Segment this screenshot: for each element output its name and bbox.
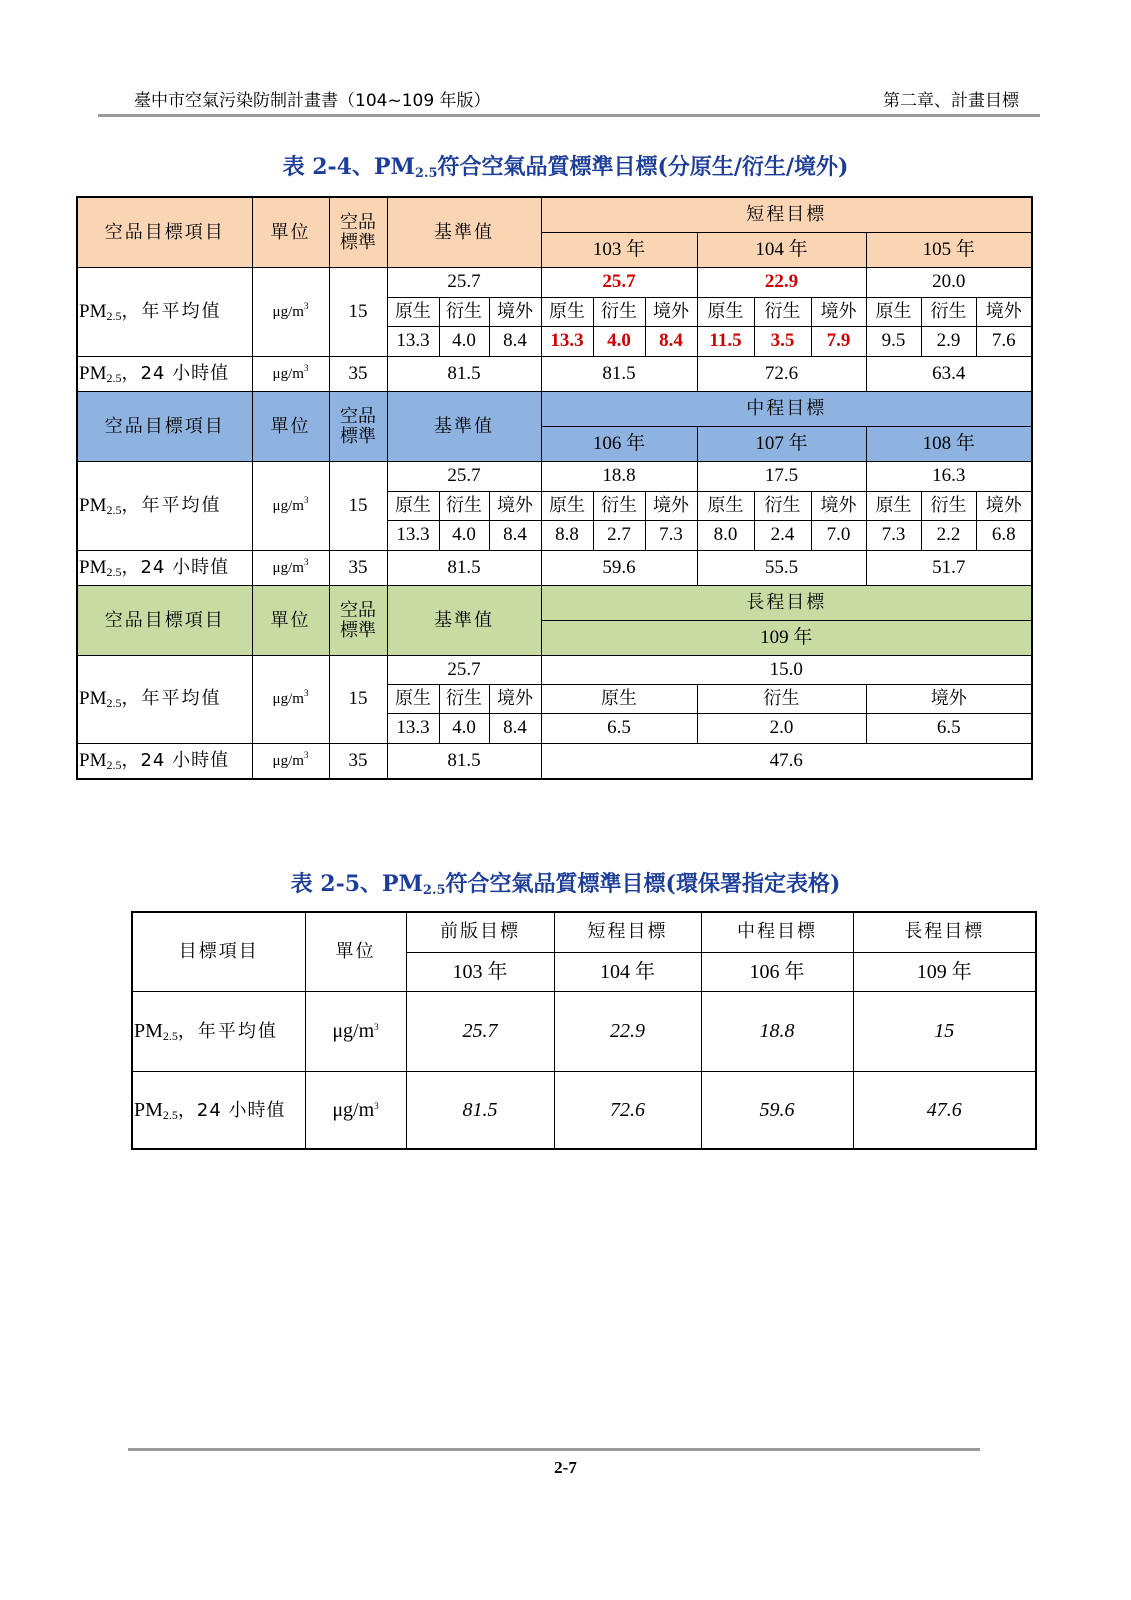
base-annual: 25.7 xyxy=(387,462,541,492)
unit-text: μg/m xyxy=(272,303,304,320)
unit-exp: 3 xyxy=(303,556,309,567)
unit-text: μg/m xyxy=(332,1020,375,1042)
pm-sub: 2.5 xyxy=(106,308,122,323)
std-24h: 35 xyxy=(329,357,387,392)
base-annual: 25.7 xyxy=(387,268,541,298)
t1-h-unit: 單位 xyxy=(252,197,329,268)
t1-h-std-1: 空品 xyxy=(340,211,376,233)
mid-24h: 51.7 xyxy=(866,551,1032,586)
pm-label: PM xyxy=(79,688,107,710)
mid-annual: 16.3 xyxy=(866,462,1032,492)
t1-h-std xyxy=(329,392,387,462)
unit-exp: 3 xyxy=(303,688,309,699)
split-value: 8.0 xyxy=(697,521,754,551)
t2-header-row-1 xyxy=(132,912,1036,952)
row-annual-text: ，年平均值 xyxy=(121,494,222,516)
t1-mid-24h-row xyxy=(77,551,1032,586)
t2-annual-value: 22.9 xyxy=(554,991,701,1071)
row-label-24h xyxy=(77,551,252,586)
split-value: 13.3 xyxy=(541,327,593,357)
pm-label: PM xyxy=(79,494,107,516)
long-annual: 15.0 xyxy=(541,656,1032,685)
t2-year: 109 年 xyxy=(853,952,1036,991)
t2-h-col: 中程目標 xyxy=(701,912,853,952)
unit-text: μg/m xyxy=(272,752,304,769)
col-derived: 衍生 xyxy=(593,492,645,521)
unit-text: μg/m xyxy=(272,365,304,382)
pm-sub: 2.5 xyxy=(106,696,122,711)
t2-h-col: 前版目標 xyxy=(406,912,554,952)
unit-exp: 3 xyxy=(303,300,309,311)
col-foreign: 境外 xyxy=(645,492,697,521)
base-annual: 25.7 xyxy=(387,656,541,685)
table1-caption-sub: 2.5 xyxy=(414,166,438,181)
base-native: 13.3 xyxy=(387,714,439,744)
t1-mid-year: 108 年 xyxy=(866,427,1032,462)
std-annual: 15 xyxy=(329,268,387,357)
t1-mid-annual-row xyxy=(77,462,1032,492)
pm-label: PM xyxy=(79,556,107,578)
t2-h-unit: 單位 xyxy=(305,912,406,991)
split-value: 2.0 xyxy=(697,714,866,744)
mid-annual: 18.8 xyxy=(541,462,697,492)
pm-sub: 2.5 xyxy=(106,757,122,772)
split-value: 3.5 xyxy=(754,327,811,357)
pm-sub: 2.5 xyxy=(106,370,122,385)
split-value: 8.8 xyxy=(541,521,593,551)
table1-caption-pre: 表 2-4、PM xyxy=(282,154,415,180)
long-24h: 47.6 xyxy=(541,744,1032,780)
t2-year: 106 年 xyxy=(701,952,853,991)
mid-24h: 55.5 xyxy=(697,551,866,586)
t2-annual-row xyxy=(132,991,1036,1071)
col-derived: 衍生 xyxy=(754,492,811,521)
pm-sub: 2.5 xyxy=(162,1029,178,1043)
unit-exp: 3 xyxy=(374,1022,379,1032)
unit-cell xyxy=(305,1071,406,1149)
row-label-annual xyxy=(77,268,252,357)
base-native: 13.3 xyxy=(387,521,439,551)
table1-caption-post: 符合空氣品質標準目標(分原生/衍生/境外) xyxy=(437,154,849,180)
row-label-24h xyxy=(77,744,252,780)
t1-long-header-row xyxy=(77,586,1032,621)
row-24h-text: ，24 小時值 xyxy=(121,362,230,384)
short-24h: 63.4 xyxy=(866,357,1032,392)
t1-short-year: 103 年 xyxy=(541,233,697,268)
row-label-annual xyxy=(77,462,252,551)
unit-exp: 3 xyxy=(303,362,309,373)
col-native: 原生 xyxy=(866,298,921,327)
t2-h-col: 長程目標 xyxy=(853,912,1036,952)
col-derived: 衍生 xyxy=(439,298,489,327)
t1-short-24h-row xyxy=(77,357,1032,392)
t1-long-annual-row xyxy=(77,656,1032,685)
t1-h-item: 空品目標項目 xyxy=(77,392,252,462)
base-foreign: 8.4 xyxy=(489,714,541,744)
t1-short-annual-row xyxy=(77,268,1032,298)
col-foreign: 境外 xyxy=(489,298,541,327)
row-label-24h xyxy=(77,357,252,392)
unit-cell xyxy=(252,551,329,586)
unit-text: μg/m xyxy=(272,497,304,514)
col-foreign: 境外 xyxy=(811,298,866,327)
pm-sub: 2.5 xyxy=(162,1107,178,1122)
split-value: 7.0 xyxy=(811,521,866,551)
t1-h-item: 空品目標項目 xyxy=(77,586,252,656)
split-value: 7.3 xyxy=(866,521,921,551)
table-2-5 xyxy=(131,911,1037,1150)
split-value: 7.9 xyxy=(811,327,866,357)
t1-long-24h-row xyxy=(77,744,1032,780)
row-annual-text: ，年平均值 xyxy=(121,300,222,322)
t1-h-std-1: 空品 xyxy=(340,405,376,427)
t1-h-base: 基準值 xyxy=(387,197,541,268)
short-24h: 81.5 xyxy=(541,357,697,392)
split-value: 2.9 xyxy=(921,327,976,357)
t1-mid-label: 中程目標 xyxy=(541,392,1032,427)
col-native: 原生 xyxy=(387,298,439,327)
base-derived: 4.0 xyxy=(439,714,489,744)
row-24h-text: ，24 小時值 xyxy=(121,749,230,771)
col-derived: 衍生 xyxy=(697,685,866,714)
t1-mid-year: 106 年 xyxy=(541,427,697,462)
col-derived: 衍生 xyxy=(439,492,489,521)
unit-cell xyxy=(252,656,329,744)
short-annual-103: 25.7 xyxy=(541,268,697,298)
split-value: 7.3 xyxy=(645,521,697,551)
row-annual-text: ，年平均值 xyxy=(121,688,222,710)
t2-24h-row xyxy=(132,1071,1036,1149)
header-title: 臺中市空氣污染防制計畫書（104~109 年版） xyxy=(134,91,491,111)
unit-exp: 3 xyxy=(374,1100,379,1111)
t1-h-std xyxy=(329,586,387,656)
t1-short-label: 短程目標 xyxy=(541,197,1032,233)
t1-mid-year: 107 年 xyxy=(697,427,866,462)
t1-h-unit: 單位 xyxy=(252,586,329,656)
std-annual: 15 xyxy=(329,656,387,744)
t1-short-header-row xyxy=(77,197,1032,233)
page-number: 2-7 xyxy=(554,1458,577,1477)
col-native: 原生 xyxy=(697,298,754,327)
base-24h: 81.5 xyxy=(387,357,541,392)
std-24h: 35 xyxy=(329,744,387,780)
split-value: 7.6 xyxy=(976,327,1032,357)
t2-24h-value: 59.6 xyxy=(701,1071,853,1149)
row-label-24h xyxy=(132,1071,305,1149)
short-annual-105: 20.0 xyxy=(866,268,1032,298)
col-native: 原生 xyxy=(541,492,593,521)
t1-h-std-2: 標準 xyxy=(340,231,376,253)
col-foreign: 境外 xyxy=(866,685,1032,714)
col-native: 原生 xyxy=(866,492,921,521)
pm-sub: 2.5 xyxy=(106,502,122,517)
base-24h: 81.5 xyxy=(387,551,541,586)
footer-divider xyxy=(128,1448,980,1451)
base-foreign: 8.4 xyxy=(489,521,541,551)
base-24h: 81.5 xyxy=(387,744,541,780)
unit-cell xyxy=(305,991,406,1071)
table2-caption-post: 符合空氣品質標準目標(環保署指定表格) xyxy=(445,871,841,897)
col-foreign: 境外 xyxy=(489,492,541,521)
col-native: 原生 xyxy=(387,492,439,521)
row-label-annual xyxy=(77,656,252,744)
pm-sub: 2.5 xyxy=(106,564,122,579)
t2-year: 104 年 xyxy=(554,952,701,991)
unit-exp: 3 xyxy=(303,749,309,760)
mid-annual: 17.5 xyxy=(697,462,866,492)
t2-24h-value: 47.6 xyxy=(853,1071,1036,1149)
pm-label: PM xyxy=(79,362,107,384)
unit-cell xyxy=(252,268,329,357)
col-derived: 衍生 xyxy=(754,298,811,327)
t2-24h-value: 72.6 xyxy=(554,1071,701,1149)
pm-label: PM xyxy=(134,1020,163,1042)
unit-text: μg/m xyxy=(272,559,304,576)
split-value: 2.7 xyxy=(593,521,645,551)
t1-long-label: 長程目標 xyxy=(541,586,1032,621)
t1-h-base: 基準值 xyxy=(387,586,541,656)
col-foreign: 境外 xyxy=(811,492,866,521)
std-annual: 15 xyxy=(329,462,387,551)
base-derived: 4.0 xyxy=(439,521,489,551)
col-derived: 衍生 xyxy=(593,298,645,327)
t2-h-item: 目標項目 xyxy=(132,912,305,991)
t2-h-col: 短程目標 xyxy=(554,912,701,952)
split-value: 6.5 xyxy=(541,714,697,744)
pm-label: PM xyxy=(79,749,107,771)
t2-annual-value: 15 xyxy=(853,991,1036,1071)
t1-h-std-2: 標準 xyxy=(340,619,376,641)
col-foreign: 境外 xyxy=(976,492,1032,521)
t2-24h-value: 81.5 xyxy=(406,1071,554,1149)
table2-caption-pre: 表 2-5、PM xyxy=(290,871,423,897)
split-value: 8.4 xyxy=(645,327,697,357)
row-24h-text: ，24 小時值 xyxy=(121,556,230,578)
row-24h-text: ，24 小時值 xyxy=(177,1099,286,1121)
short-24h: 72.6 xyxy=(697,357,866,392)
mid-24h: 59.6 xyxy=(541,551,697,586)
split-value: 6.5 xyxy=(866,714,1032,744)
t1-short-year: 104 年 xyxy=(697,233,866,268)
t1-h-std-1: 空品 xyxy=(340,599,376,621)
col-native: 原生 xyxy=(697,492,754,521)
t1-h-unit: 單位 xyxy=(252,392,329,462)
col-native: 原生 xyxy=(387,685,439,714)
t2-annual-value: 25.7 xyxy=(406,991,554,1071)
t1-h-std-2: 標準 xyxy=(340,425,376,447)
t1-mid-header-row xyxy=(77,392,1032,427)
table2-caption-sub: 2.5 xyxy=(422,883,446,898)
table2-caption xyxy=(0,867,1131,898)
base-derived: 4.0 xyxy=(439,327,489,357)
table-2-4 xyxy=(76,196,1033,780)
unit-text: μg/m xyxy=(272,691,304,708)
header-chapter: 第二章、計畫目標 xyxy=(883,91,1019,111)
table1-caption xyxy=(0,150,1131,181)
t1-h-base: 基準值 xyxy=(387,392,541,462)
t1-long-year: 109 年 xyxy=(541,621,1032,656)
col-derived: 衍生 xyxy=(921,298,976,327)
t2-year: 103 年 xyxy=(406,952,554,991)
split-value: 2.4 xyxy=(754,521,811,551)
unit-exp: 3 xyxy=(303,494,309,505)
split-value: 2.2 xyxy=(921,521,976,551)
split-value: 9.5 xyxy=(866,327,921,357)
split-value: 6.8 xyxy=(976,521,1032,551)
unit-text: μg/m xyxy=(332,1098,375,1121)
row-annual-text: ，年平均值 xyxy=(177,1021,278,1042)
t1-h-item: 空品目標項目 xyxy=(77,197,252,268)
col-derived: 衍生 xyxy=(439,685,489,714)
pm-label: PM xyxy=(79,300,107,322)
header-divider xyxy=(98,114,1040,117)
t2-annual-value: 18.8 xyxy=(701,991,853,1071)
col-foreign: 境外 xyxy=(976,298,1032,327)
unit-cell xyxy=(252,744,329,780)
base-foreign: 8.4 xyxy=(489,327,541,357)
col-foreign: 境外 xyxy=(645,298,697,327)
short-annual-104: 22.9 xyxy=(697,268,866,298)
col-derived: 衍生 xyxy=(921,492,976,521)
t1-h-std xyxy=(329,197,387,268)
split-value: 11.5 xyxy=(697,327,754,357)
base-native: 13.3 xyxy=(387,327,439,357)
col-foreign: 境外 xyxy=(489,685,541,714)
t1-short-year: 105 年 xyxy=(866,233,1032,268)
col-native: 原生 xyxy=(541,685,697,714)
col-native: 原生 xyxy=(541,298,593,327)
unit-cell xyxy=(252,357,329,392)
split-value: 4.0 xyxy=(593,327,645,357)
unit-cell xyxy=(252,462,329,551)
row-label-annual xyxy=(132,991,305,1071)
std-24h: 35 xyxy=(329,551,387,586)
pm-label: PM xyxy=(134,1098,163,1121)
